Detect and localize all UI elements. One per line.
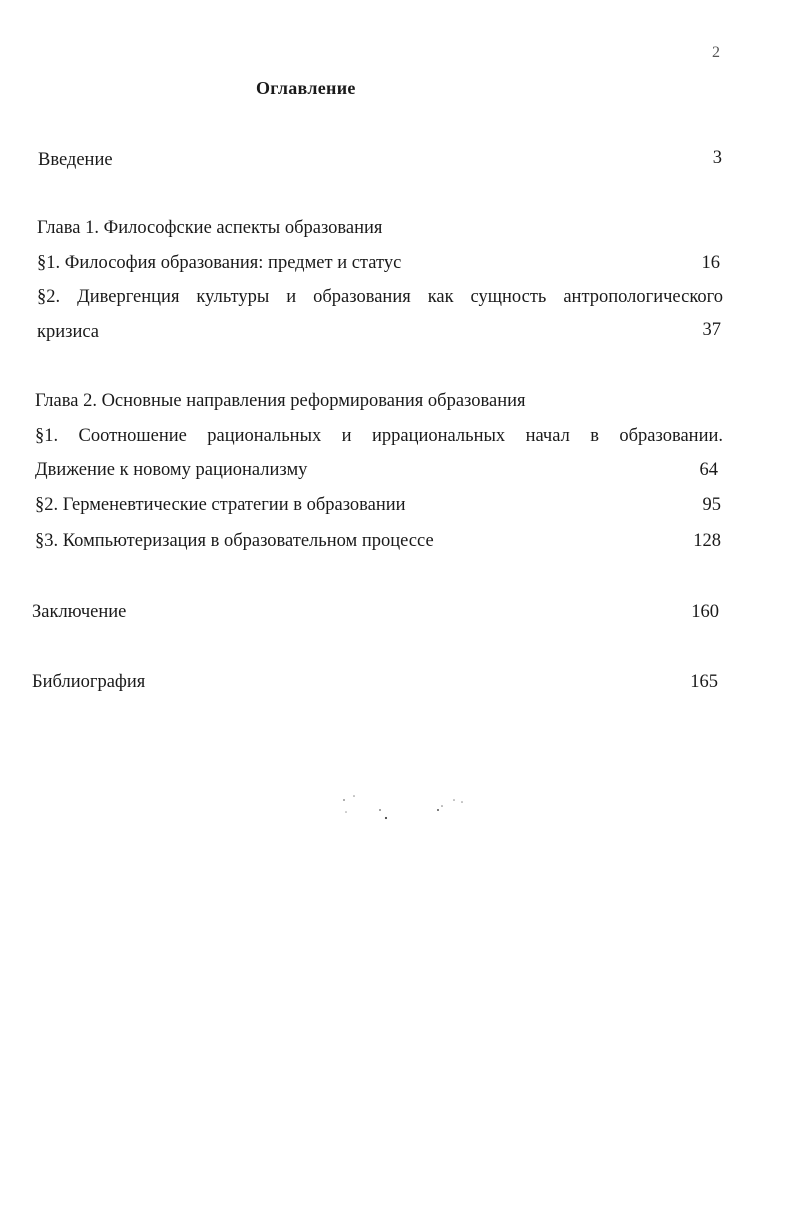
toc-entry-page: 3 [712, 148, 722, 168]
toc-entry-label: Заключение [32, 602, 127, 622]
toc-entry-page: 95 [702, 495, 721, 515]
toc-entry-label-line1: §1. Соотношение рациональных и иррациональных начал в образовании. [35, 426, 723, 446]
chapter-1-title: Глава 1. Философские аспекты образования [37, 218, 383, 238]
toc-entry-label-line1: §2. Дивергенция культуры и образования как сущность антропологического [37, 287, 723, 307]
toc-title: Оглавление [256, 78, 356, 98]
toc-entry-label: Введение [38, 150, 113, 170]
toc-entry-page: 160 [691, 602, 719, 622]
chapter-2-title: Глава 2. Основные направления реформирования образования [35, 391, 526, 411]
page-number: 2 [712, 44, 720, 61]
toc-entry-page: 64 [699, 460, 718, 480]
toc-entry-label: §3. Компьютеризация в образовательном процессе [35, 531, 434, 551]
toc-entry-label-line2: Движение к новому рационализму [35, 460, 308, 480]
toc-entry-label: §2. Герменевтические стратегии в образовании [35, 495, 406, 515]
toc-entry-page: 165 [690, 672, 718, 692]
toc-entry-label-line2: кризиса [37, 322, 99, 342]
toc-entry-page: 16 [701, 253, 720, 273]
toc-entry-label: Библиография [32, 672, 146, 692]
scan-artifact [338, 790, 468, 826]
toc-entry-page: 128 [693, 531, 721, 551]
toc-entry-label: §1. Философия образования: предмет и статус [37, 253, 402, 273]
toc-entry-page: 37 [702, 320, 721, 340]
